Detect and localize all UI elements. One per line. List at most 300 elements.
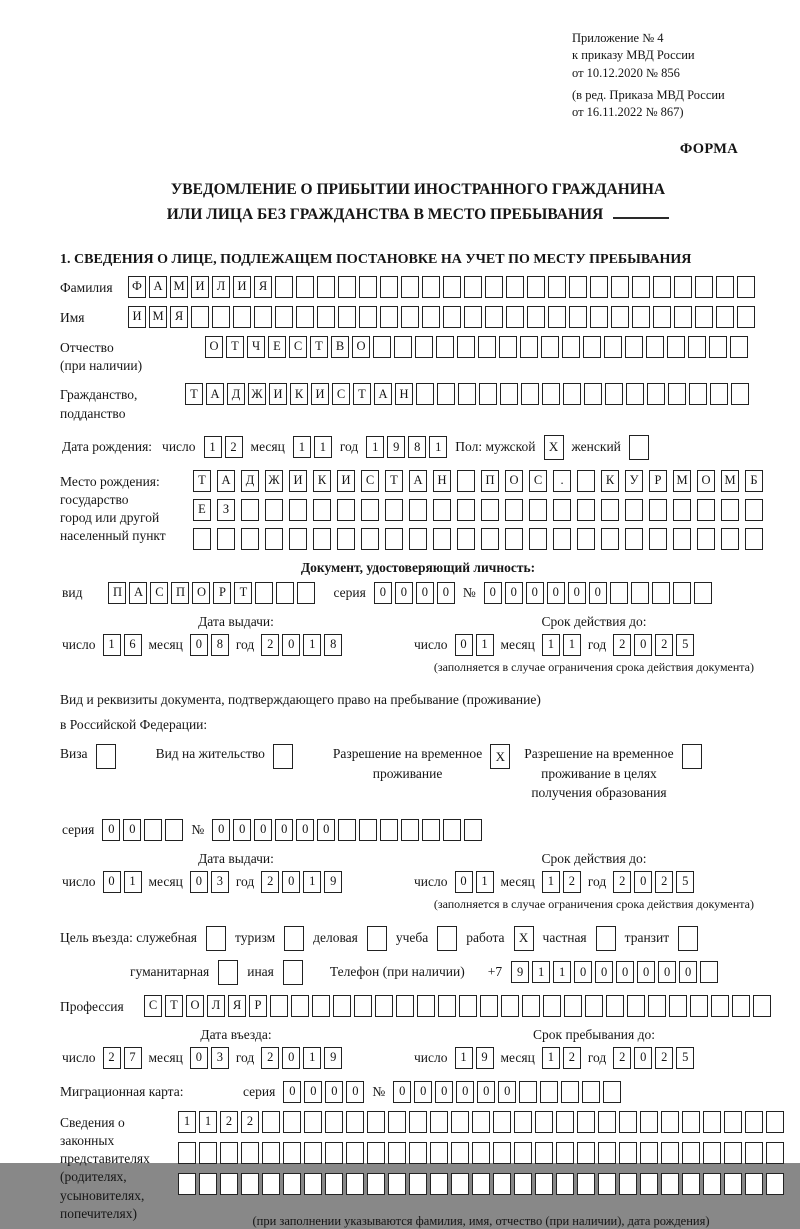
form-cell[interactable] — [522, 995, 540, 1017]
form-cell[interactable]: Ф — [128, 276, 146, 298]
form-cell[interactable]: 1 — [455, 1047, 473, 1069]
doc-issue-year-cells[interactable] — [261, 634, 342, 656]
form-cell[interactable] — [317, 306, 335, 328]
form-cell[interactable]: 0 — [498, 1081, 516, 1103]
form-cell[interactable] — [652, 582, 670, 604]
form-cell[interactable] — [668, 383, 686, 405]
form-cell[interactable]: 2 — [563, 1047, 581, 1069]
form-cell[interactable] — [640, 1142, 658, 1164]
form-cell[interactable] — [527, 306, 545, 328]
birthplace-cells-row1[interactable] — [193, 470, 763, 492]
form-cell[interactable] — [724, 1142, 742, 1164]
form-cell[interactable] — [619, 1111, 637, 1133]
form-cell[interactable] — [373, 336, 391, 358]
form-cell[interactable] — [220, 1173, 238, 1195]
form-cell[interactable]: У — [625, 470, 643, 492]
form-cell[interactable]: 1 — [303, 1047, 321, 1069]
form-cell[interactable]: П — [171, 582, 189, 604]
form-cell[interactable]: 1 — [303, 871, 321, 893]
form-cell[interactable] — [367, 1111, 385, 1133]
representatives-cells-row2[interactable] — [178, 1142, 784, 1164]
form-cell[interactable] — [144, 819, 162, 841]
form-cell[interactable]: Т — [353, 383, 371, 405]
form-cell[interactable] — [745, 1173, 763, 1195]
form-cell[interactable] — [337, 528, 355, 550]
form-cell[interactable]: 2 — [261, 634, 279, 656]
purpose-study-checkbox[interactable] — [437, 926, 457, 951]
form-cell[interactable] — [542, 383, 560, 405]
form-cell[interactable] — [661, 1111, 679, 1133]
form-cell[interactable] — [417, 995, 435, 1017]
stay-month-cells[interactable] — [542, 1047, 581, 1069]
purpose-work-checkbox[interactable] — [514, 926, 534, 951]
form-cell[interactable]: 3 — [211, 871, 229, 893]
form-cell[interactable] — [535, 1111, 553, 1133]
birth-month-cells[interactable] — [293, 436, 332, 458]
form-cell[interactable]: С — [361, 470, 379, 492]
form-cell[interactable] — [697, 499, 715, 521]
form-cell[interactable]: 0 — [637, 961, 655, 983]
form-cell[interactable] — [289, 499, 307, 521]
form-cell[interactable]: 0 — [282, 634, 300, 656]
form-cell[interactable]: П — [108, 582, 126, 604]
form-cell[interactable]: 0 — [547, 582, 565, 604]
form-cell[interactable]: 0 — [455, 871, 473, 893]
form-cell[interactable] — [640, 1111, 658, 1133]
form-cell[interactable] — [632, 276, 650, 298]
form-cell[interactable]: 0 — [190, 634, 208, 656]
form-cell[interactable] — [275, 306, 293, 328]
form-cell[interactable] — [766, 1111, 784, 1133]
form-cell[interactable] — [577, 499, 595, 521]
form-cell[interactable] — [695, 276, 713, 298]
form-cell[interactable] — [359, 306, 377, 328]
form-cell[interactable] — [673, 528, 691, 550]
form-cell[interactable] — [556, 1142, 574, 1164]
form-cell[interactable] — [598, 1111, 616, 1133]
form-cell[interactable] — [422, 306, 440, 328]
form-cell[interactable]: 8 — [324, 634, 342, 656]
form-cell[interactable]: М — [673, 470, 691, 492]
birthplace-cells-row3[interactable] — [193, 528, 763, 550]
form-cell[interactable] — [485, 276, 503, 298]
form-cell[interactable] — [519, 1081, 537, 1103]
form-cell[interactable]: А — [217, 470, 235, 492]
form-cell[interactable] — [165, 819, 183, 841]
form-cell[interactable] — [745, 1111, 763, 1133]
form-cell[interactable] — [313, 528, 331, 550]
form-cell[interactable] — [409, 1111, 427, 1133]
form-cell[interactable] — [401, 276, 419, 298]
form-cell[interactable]: А — [206, 383, 224, 405]
form-cell[interactable] — [481, 499, 499, 521]
form-cell[interactable] — [678, 926, 698, 951]
form-cell[interactable]: Е — [193, 499, 211, 521]
form-cell[interactable] — [721, 528, 739, 550]
representatives-cells-row1[interactable] — [178, 1111, 784, 1133]
form-cell[interactable] — [212, 306, 230, 328]
permit-valid-month-cells[interactable] — [542, 871, 581, 893]
form-cell[interactable] — [464, 276, 482, 298]
form-cell[interactable]: 1 — [542, 634, 560, 656]
permit-valid-day-cells[interactable] — [455, 871, 494, 893]
form-cell[interactable]: 0 — [282, 871, 300, 893]
form-cell[interactable] — [766, 1173, 784, 1195]
form-cell[interactable] — [569, 306, 587, 328]
form-cell[interactable] — [648, 995, 666, 1017]
form-cell[interactable]: М — [149, 306, 167, 328]
form-cell[interactable] — [506, 276, 524, 298]
form-cell[interactable] — [296, 306, 314, 328]
form-cell[interactable] — [653, 306, 671, 328]
form-cell[interactable] — [737, 276, 755, 298]
form-cell[interactable] — [193, 528, 211, 550]
permit-issue-day-cells[interactable] — [103, 871, 142, 893]
form-cell[interactable]: 0 — [477, 1081, 495, 1103]
form-cell[interactable] — [296, 276, 314, 298]
form-cell[interactable] — [745, 499, 763, 521]
form-cell[interactable] — [220, 1142, 238, 1164]
form-cell[interactable] — [709, 336, 727, 358]
form-cell[interactable] — [543, 995, 561, 1017]
purpose-other-checkbox[interactable] — [283, 960, 303, 985]
form-cell[interactable]: 0 — [296, 819, 314, 841]
form-cell[interactable]: 9 — [511, 961, 529, 983]
form-cell[interactable] — [313, 499, 331, 521]
form-cell[interactable] — [548, 276, 566, 298]
form-cell[interactable] — [443, 819, 461, 841]
form-cell[interactable]: 0 — [414, 1081, 432, 1103]
form-cell[interactable]: Ч — [247, 336, 265, 358]
form-cell[interactable]: 9 — [324, 1047, 342, 1069]
form-cell[interactable] — [562, 336, 580, 358]
form-cell[interactable] — [716, 276, 734, 298]
form-cell[interactable] — [385, 528, 403, 550]
form-cell[interactable] — [737, 306, 755, 328]
form-cell[interactable]: 1 — [429, 436, 447, 458]
form-cell[interactable] — [731, 383, 749, 405]
form-cell[interactable] — [585, 995, 603, 1017]
form-cell[interactable]: 2 — [563, 871, 581, 893]
form-cell[interactable]: 2 — [241, 1111, 259, 1133]
form-cell[interactable] — [724, 1111, 742, 1133]
form-cell[interactable] — [304, 1173, 322, 1195]
form-cell[interactable] — [289, 528, 307, 550]
form-cell[interactable] — [291, 995, 309, 1017]
form-cell[interactable]: 0 — [435, 1081, 453, 1103]
form-cell[interactable] — [606, 995, 624, 1017]
form-cell[interactable]: С — [529, 470, 547, 492]
form-cell[interactable] — [601, 528, 619, 550]
form-cell[interactable]: 2 — [261, 871, 279, 893]
migcard-number-cells[interactable] — [393, 1081, 621, 1103]
form-cell[interactable]: 0 — [634, 1047, 652, 1069]
form-cell[interactable] — [540, 1081, 558, 1103]
form-cell[interactable] — [514, 1142, 532, 1164]
form-cell[interactable] — [367, 926, 387, 951]
form-cell[interactable] — [385, 499, 403, 521]
form-cell[interactable] — [682, 1142, 700, 1164]
form-cell[interactable]: С — [332, 383, 350, 405]
form-cell[interactable]: И — [191, 276, 209, 298]
form-cell[interactable]: Т — [226, 336, 244, 358]
form-cell[interactable] — [325, 1173, 343, 1195]
form-cell[interactable]: 0 — [634, 634, 652, 656]
form-cell[interactable] — [430, 1142, 448, 1164]
form-cell[interactable] — [380, 306, 398, 328]
form-cell[interactable] — [409, 1173, 427, 1195]
form-cell[interactable] — [627, 995, 645, 1017]
form-cell[interactable] — [535, 1173, 553, 1195]
form-cell[interactable] — [481, 528, 499, 550]
form-cell[interactable]: И — [233, 276, 251, 298]
form-cell[interactable]: А — [374, 383, 392, 405]
form-cell[interactable] — [556, 1111, 574, 1133]
form-cell[interactable] — [505, 499, 523, 521]
form-cell[interactable] — [732, 995, 750, 1017]
form-cell[interactable] — [367, 1173, 385, 1195]
form-cell[interactable] — [694, 582, 712, 604]
form-cell[interactable]: Т — [234, 582, 252, 604]
form-cell[interactable] — [199, 1173, 217, 1195]
form-cell[interactable]: Я — [228, 995, 246, 1017]
form-cell[interactable] — [667, 336, 685, 358]
doc-number-cells[interactable] — [484, 582, 712, 604]
form-cell[interactable]: 8 — [211, 634, 229, 656]
form-cell[interactable]: Ж — [265, 470, 283, 492]
form-cell[interactable] — [304, 1111, 322, 1133]
form-cell[interactable]: И — [269, 383, 287, 405]
permit-series-cells[interactable] — [102, 819, 183, 841]
form-cell[interactable]: М — [170, 276, 188, 298]
form-cell[interactable] — [380, 819, 398, 841]
form-cell[interactable] — [646, 336, 664, 358]
form-cell[interactable] — [346, 1173, 364, 1195]
form-cell[interactable]: 1 — [553, 961, 571, 983]
form-cell[interactable] — [359, 276, 377, 298]
purpose-humanitarian-checkbox[interactable] — [218, 960, 238, 985]
form-cell[interactable] — [674, 276, 692, 298]
doc-valid-year-cells[interactable] — [613, 634, 694, 656]
form-cell[interactable] — [333, 995, 351, 1017]
form-cell[interactable] — [437, 926, 457, 951]
form-cell[interactable] — [673, 582, 691, 604]
form-cell[interactable]: 2 — [220, 1111, 238, 1133]
form-cell[interactable]: 0 — [304, 1081, 322, 1103]
form-cell[interactable] — [275, 276, 293, 298]
patronymic-cells[interactable] — [205, 336, 748, 358]
form-cell[interactable] — [724, 1173, 742, 1195]
purpose-transit-checkbox[interactable] — [678, 926, 698, 951]
form-cell[interactable]: И — [289, 470, 307, 492]
form-cell[interactable] — [241, 499, 259, 521]
form-cell[interactable]: 9 — [387, 436, 405, 458]
form-cell[interactable] — [265, 499, 283, 521]
form-cell[interactable] — [529, 528, 547, 550]
profession-cells[interactable] — [144, 995, 771, 1017]
form-cell[interactable] — [598, 1173, 616, 1195]
form-cell[interactable] — [443, 306, 461, 328]
form-cell[interactable] — [283, 1142, 301, 1164]
form-cell[interactable]: 0 — [484, 582, 502, 604]
form-cell[interactable] — [577, 1173, 595, 1195]
form-cell[interactable] — [276, 582, 294, 604]
form-cell[interactable] — [409, 499, 427, 521]
form-cell[interactable] — [647, 383, 665, 405]
form-cell[interactable]: Б — [745, 470, 763, 492]
form-cell[interactable]: 1 — [293, 436, 311, 458]
form-cell[interactable] — [375, 995, 393, 1017]
form-cell[interactable] — [273, 744, 293, 769]
form-cell[interactable] — [553, 528, 571, 550]
form-cell[interactable]: 2 — [261, 1047, 279, 1069]
permit-valid-year-cells[interactable] — [613, 871, 694, 893]
form-cell[interactable]: Т — [385, 470, 403, 492]
form-cell[interactable] — [388, 1111, 406, 1133]
form-cell[interactable] — [697, 528, 715, 550]
form-cell[interactable] — [577, 1111, 595, 1133]
form-cell[interactable] — [561, 1081, 579, 1103]
form-cell[interactable] — [297, 582, 315, 604]
form-cell[interactable]: 0 — [679, 961, 697, 983]
form-cell[interactable]: 2 — [655, 871, 673, 893]
form-cell[interactable]: 0 — [455, 634, 473, 656]
form-cell[interactable]: 7 — [124, 1047, 142, 1069]
form-cell[interactable]: 1 — [532, 961, 550, 983]
form-cell[interactable] — [674, 306, 692, 328]
form-cell[interactable] — [610, 582, 628, 604]
form-cell[interactable]: 1 — [124, 871, 142, 893]
form-cell[interactable] — [582, 1081, 600, 1103]
form-cell[interactable] — [422, 276, 440, 298]
birthplace-cells-row2[interactable] — [193, 499, 763, 521]
form-cell[interactable] — [625, 499, 643, 521]
form-cell[interactable] — [262, 1111, 280, 1133]
permit-issue-month-cells[interactable] — [190, 871, 229, 893]
form-cell[interactable] — [346, 1111, 364, 1133]
form-cell[interactable]: . — [553, 470, 571, 492]
form-cell[interactable]: Д — [241, 470, 259, 492]
form-cell[interactable] — [283, 1111, 301, 1133]
form-cell[interactable]: Н — [395, 383, 413, 405]
form-cell[interactable] — [443, 276, 461, 298]
form-cell[interactable]: 2 — [103, 1047, 121, 1069]
form-cell[interactable]: 0 — [103, 871, 121, 893]
form-cell[interactable]: 0 — [275, 819, 293, 841]
form-cell[interactable]: И — [311, 383, 329, 405]
form-cell[interactable] — [396, 995, 414, 1017]
form-cell[interactable] — [361, 499, 379, 521]
permit-issue-year-cells[interactable] — [261, 871, 342, 893]
form-cell[interactable] — [577, 528, 595, 550]
purpose-business-checkbox[interactable] — [367, 926, 387, 951]
form-cell[interactable] — [521, 383, 539, 405]
form-cell[interactable] — [548, 306, 566, 328]
name-cells[interactable] — [128, 306, 755, 328]
form-cell[interactable] — [438, 995, 456, 1017]
form-cell[interactable]: 1 — [178, 1111, 196, 1133]
form-cell[interactable] — [682, 1173, 700, 1195]
form-cell[interactable]: Н — [433, 470, 451, 492]
form-cell[interactable]: 0 — [374, 582, 392, 604]
form-cell[interactable]: Р — [213, 582, 231, 604]
form-cell[interactable] — [472, 1142, 490, 1164]
form-cell[interactable] — [703, 1142, 721, 1164]
form-cell[interactable]: Я — [254, 276, 272, 298]
form-cell[interactable] — [451, 1142, 469, 1164]
form-cell[interactable] — [265, 528, 283, 550]
form-cell[interactable]: 5 — [676, 1047, 694, 1069]
purpose-official-checkbox[interactable] — [206, 926, 226, 951]
form-cell[interactable] — [619, 1142, 637, 1164]
form-cell[interactable] — [451, 1111, 469, 1133]
form-cell[interactable]: 9 — [324, 871, 342, 893]
form-cell[interactable] — [611, 276, 629, 298]
form-cell[interactable] — [218, 960, 238, 985]
birth-day-cells[interactable] — [204, 436, 243, 458]
form-cell[interactable] — [753, 995, 771, 1017]
form-cell[interactable]: Е — [268, 336, 286, 358]
form-cell[interactable] — [433, 528, 451, 550]
form-cell[interactable] — [529, 499, 547, 521]
form-cell[interactable] — [611, 306, 629, 328]
form-cell[interactable] — [304, 1142, 322, 1164]
doc-valid-month-cells[interactable] — [542, 634, 581, 656]
form-cell[interactable]: Л — [212, 276, 230, 298]
form-cell[interactable] — [338, 819, 356, 841]
form-cell[interactable] — [199, 1142, 217, 1164]
edu-permit-checkbox[interactable] — [682, 744, 702, 769]
form-cell[interactable] — [367, 1142, 385, 1164]
form-cell[interactable] — [625, 528, 643, 550]
form-cell[interactable] — [710, 383, 728, 405]
permit-number-cells[interactable] — [212, 819, 482, 841]
sex-male-checkbox[interactable] — [544, 435, 564, 460]
form-cell[interactable] — [451, 1173, 469, 1195]
form-cell[interactable]: Т — [193, 470, 211, 492]
temp-permit-checkbox[interactable] — [490, 744, 510, 769]
form-cell[interactable] — [178, 1173, 196, 1195]
form-cell[interactable]: 0 — [595, 961, 613, 983]
form-cell[interactable] — [457, 528, 475, 550]
form-cell[interactable]: Р — [649, 470, 667, 492]
form-cell[interactable]: К — [313, 470, 331, 492]
form-cell[interactable]: 0 — [346, 1081, 364, 1103]
form-cell[interactable] — [485, 306, 503, 328]
form-cell[interactable] — [388, 1142, 406, 1164]
form-cell[interactable]: А — [149, 276, 167, 298]
form-cell[interactable] — [584, 383, 602, 405]
form-cell[interactable]: 0 — [634, 871, 652, 893]
form-cell[interactable]: И — [337, 470, 355, 492]
form-cell[interactable]: 0 — [102, 819, 120, 841]
form-cell[interactable]: Д — [227, 383, 245, 405]
form-cell[interactable]: 0 — [456, 1081, 474, 1103]
form-cell[interactable] — [415, 336, 433, 358]
form-cell[interactable]: 2 — [613, 1047, 631, 1069]
form-cell[interactable]: Я — [170, 306, 188, 328]
visa-checkbox[interactable] — [96, 744, 116, 769]
form-cell[interactable] — [394, 336, 412, 358]
form-cell[interactable] — [564, 995, 582, 1017]
form-cell[interactable] — [577, 1142, 595, 1164]
form-cell[interactable] — [437, 383, 455, 405]
phone-cells[interactable] — [511, 961, 718, 983]
form-cell[interactable] — [695, 306, 713, 328]
form-cell[interactable] — [401, 306, 419, 328]
form-cell[interactable]: В — [331, 336, 349, 358]
form-cell[interactable] — [556, 1173, 574, 1195]
